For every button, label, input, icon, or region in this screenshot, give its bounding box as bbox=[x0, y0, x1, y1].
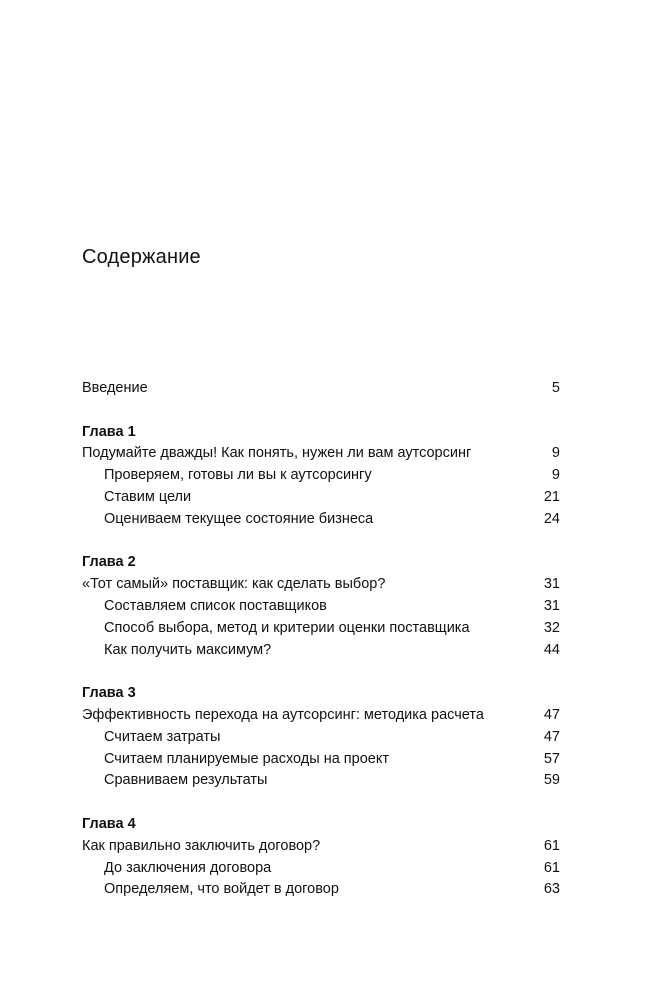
toc-entry-label: Эффективность перехода на аутсорсинг: методика расчета bbox=[82, 706, 484, 723]
toc-page-number: 61 bbox=[543, 859, 560, 876]
toc-entry-section[interactable] bbox=[82, 618, 560, 640]
toc-entry-label: Считаем затраты bbox=[104, 728, 221, 745]
toc-entry-section[interactable] bbox=[82, 727, 560, 749]
toc-entry-label: До заключения договора bbox=[104, 859, 272, 876]
chapter-heading: Глава 3 bbox=[82, 685, 136, 702]
toc-entry-section[interactable] bbox=[82, 465, 560, 487]
toc-entry-chapter[interactable] bbox=[82, 574, 560, 596]
toc-entry-section[interactable] bbox=[82, 509, 560, 531]
toc-page-number: 47 bbox=[543, 706, 560, 723]
toc-entry-label: Оцениваем текущее состояние бизнеса bbox=[104, 510, 374, 527]
toc-entry-chapter[interactable] bbox=[82, 836, 560, 858]
toc-page-number: 31 bbox=[543, 597, 560, 614]
page-title: Содержание bbox=[82, 246, 201, 268]
toc-entry-label: Введение bbox=[82, 380, 148, 396]
toc-entry-label: «Тот самый» поставщик: как сделать выбор? bbox=[82, 576, 386, 593]
toc-entry-intro[interactable] bbox=[82, 378, 560, 400]
toc-entry-section[interactable] bbox=[82, 858, 560, 880]
toc-page-number: 32 bbox=[543, 619, 560, 636]
toc-entry-label: Ставим цели bbox=[104, 488, 192, 505]
toc-page-number: 47 bbox=[543, 728, 560, 745]
table-of-contents bbox=[82, 378, 560, 901]
toc-entry-label: Подумайте дважды! Как понять, нужен ли вам аутсорсинг bbox=[82, 445, 472, 462]
toc-page-number: 21 bbox=[543, 488, 560, 505]
chapter-heading: Глава 4 bbox=[82, 815, 136, 832]
toc-entry-label: Как правильно заключить договор? bbox=[82, 837, 321, 854]
toc-page-number: 57 bbox=[543, 750, 560, 767]
toc-entry-section[interactable] bbox=[82, 640, 560, 662]
toc-entry-section[interactable] bbox=[82, 770, 560, 792]
toc-page-number: 61 bbox=[543, 837, 560, 854]
toc-entry-label: Способ выбора, метод и критерии оценки поставщика bbox=[104, 619, 470, 636]
toc-entry-label: Как получить максимум? bbox=[104, 641, 272, 658]
toc-entry-section[interactable] bbox=[82, 487, 560, 509]
toc-entry-section[interactable] bbox=[82, 749, 560, 771]
toc-entry-label: Считаем планируемые расходы на проект bbox=[104, 750, 390, 767]
toc-entry-label: Сравниваем результаты bbox=[104, 772, 268, 789]
toc-page-number: 63 bbox=[543, 881, 560, 898]
toc-entry-section[interactable] bbox=[82, 879, 560, 901]
toc-page-number: 24 bbox=[543, 510, 560, 527]
toc-entry-chapter[interactable] bbox=[82, 705, 560, 727]
chapter-heading: Глава 1 bbox=[82, 423, 136, 440]
toc-entry-label: Составляем список поставщиков bbox=[104, 597, 327, 614]
toc-page-number: 9 bbox=[551, 445, 560, 462]
chapter-heading: Глава 2 bbox=[82, 554, 136, 571]
toc-entry-section[interactable] bbox=[82, 596, 560, 618]
toc-page-number: 5 bbox=[551, 380, 560, 396]
toc-entry-label: Проверяем, готовы ли вы к аутсорсингу bbox=[104, 467, 372, 484]
toc-page-number: 31 bbox=[543, 576, 560, 593]
toc-page-number: 59 bbox=[543, 772, 560, 789]
toc-page-number: 44 bbox=[543, 641, 560, 658]
toc-entry-label: Определяем, что войдет в договор bbox=[104, 881, 339, 898]
toc-page-number: 9 bbox=[551, 467, 560, 484]
toc-entry-chapter[interactable] bbox=[82, 443, 560, 465]
